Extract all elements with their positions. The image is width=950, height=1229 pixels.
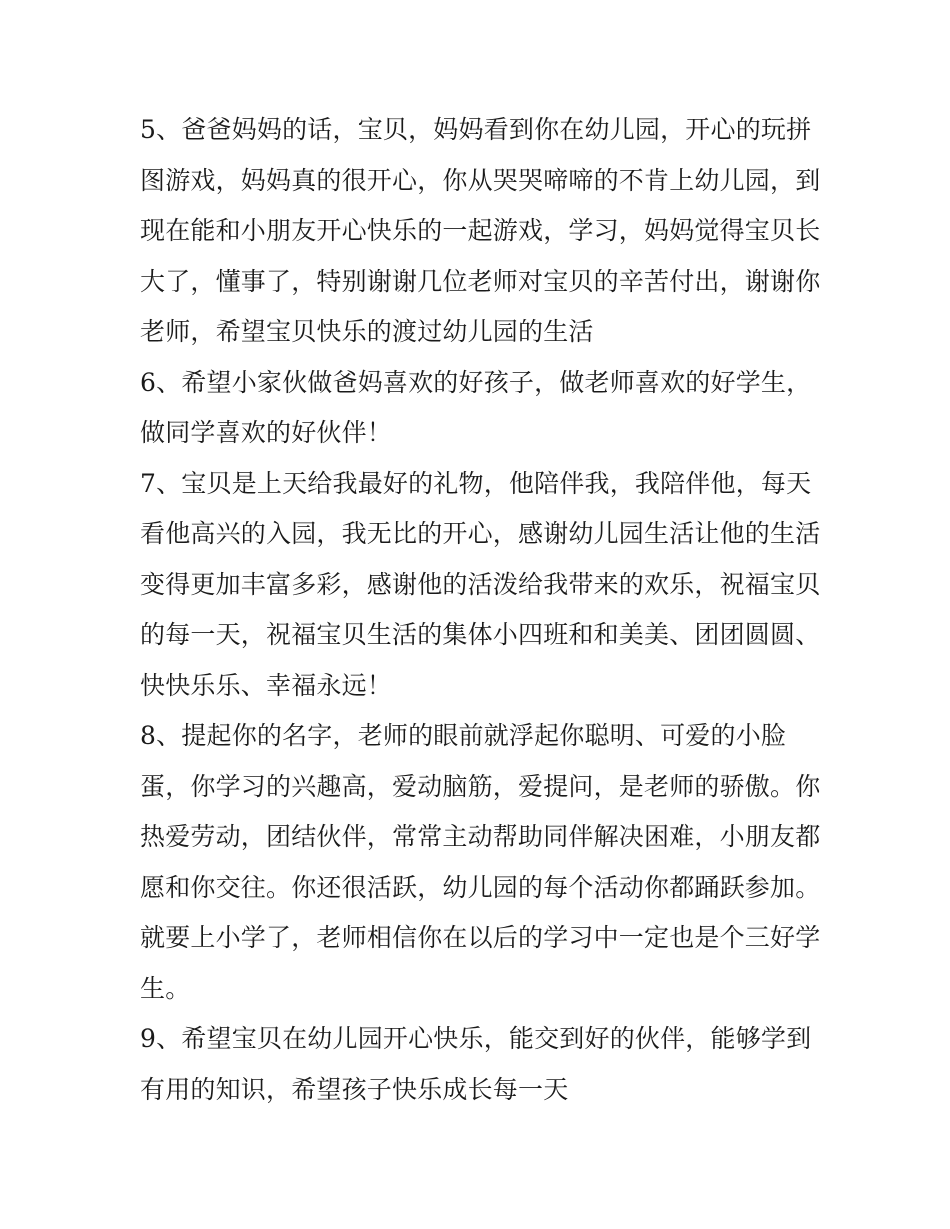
text-line: 老师，希望宝贝快乐的渡过幼儿园的生活: [140, 317, 594, 346]
paragraph-5: [140, 105, 820, 358]
paragraph-8: [140, 711, 820, 1014]
text-line: 图游戏，妈妈真的很开心，你从哭哭啼啼的不肯上幼儿园，到: [140, 165, 821, 195]
paragraph-7: [140, 459, 820, 712]
text-line: 热爱劳动，团结伙伴，常常主动帮助同伴解决困难，小朋友都: [140, 822, 821, 851]
text-line: 9、希望宝贝在幼儿园开心快乐，能交到好的伙伴，能够学到: [140, 1024, 812, 1053]
text-line: 愿和你交往。你还很活跃，幼儿园的每个活动你都踊跃参加。: [140, 872, 821, 902]
text-line: 蛋，你学习的兴趣高，爱动脑筋，爱提问，是老师的骄傲。你: [140, 771, 821, 801]
text-line: 就要上小学了，老师相信你在以后的学习中一定也是个三好学: [140, 923, 821, 952]
paragraph-6: [140, 358, 820, 459]
text-line: 现在能和小朋友开心快乐的一起游戏，学习，妈妈觉得宝贝长: [140, 216, 821, 245]
text-line: 8、提起你的名字，老师的眼前就浮起你聪明、可爱的小脸: [140, 721, 787, 750]
text-line: 变得更加丰富多彩，感谢他的活泼给我带来的欢乐，祝福宝贝: [140, 569, 821, 599]
text-line: 看他高兴的入园，我无比的开心，感谢幼儿园生活让他的生活: [140, 519, 821, 548]
document-body: [140, 105, 820, 1115]
text-line: 快快乐乐、幸福永远！: [140, 670, 393, 700]
text-line: 生。: [140, 973, 191, 1003]
text-line: 有用的知识，希望孩子快乐成长每一天: [140, 1074, 569, 1104]
paragraph-9: [140, 1014, 820, 1115]
text-line: 的每一天，祝福宝贝生活的集体小四班和和美美、团团圆圆、: [140, 620, 821, 649]
text-line: 5、爸爸妈妈的话，宝贝，妈妈看到你在幼儿园，开心的玩拼: [140, 115, 812, 144]
text-line: 大了，懂事了，特别谢谢几位老师对宝贝的辛苦付出，谢谢你: [140, 266, 821, 296]
text-line: 做同学喜欢的好伙伴！: [140, 418, 393, 447]
text-line: 7、宝贝是上天给我最好的礼物，他陪伴我，我陪伴他，每天: [140, 468, 812, 498]
text-line: 6、希望小家伙做爸妈喜欢的好孩子，做老师喜欢的好学生，: [140, 367, 812, 397]
